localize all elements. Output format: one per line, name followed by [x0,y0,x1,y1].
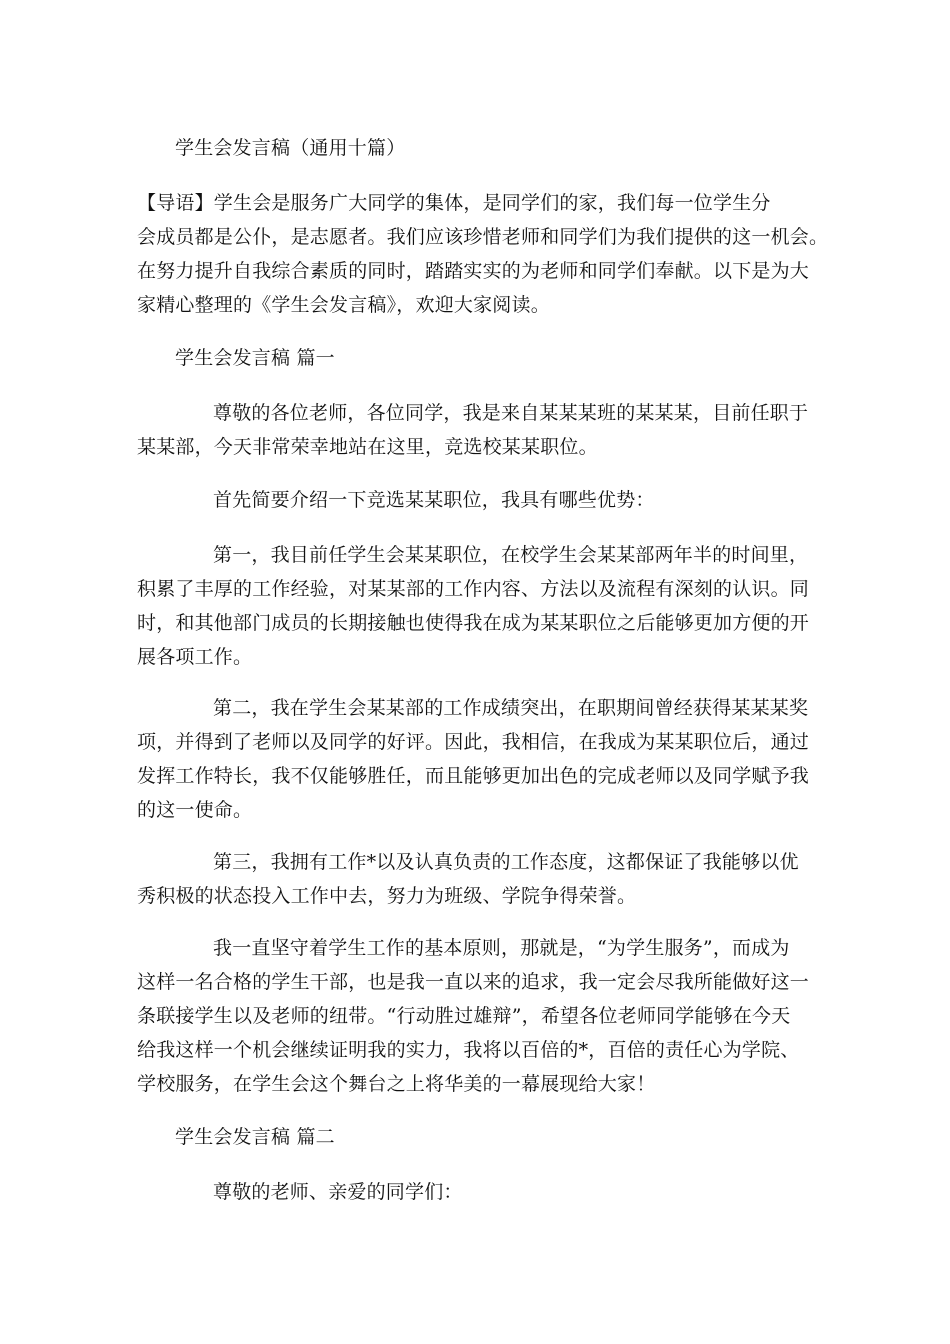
section-heading-2: 学生会发言稿 篇二 [175,1126,335,1148]
paragraph-greeting-2: 尊敬的老师、亲爱的同学们： [213,1181,463,1203]
paragraph-greeting-1: 尊敬的各位老师，各位同学，我是来自某某某班的某某某，目前任职于 某某部，今天非常荣幸地站在这里，竞选校某某职位。 [137,402,809,458]
paragraph-third-point: 第三，我拥有工作*以及认真负责的工作态度，这都保证了我能够以优 秀积极的状态投入工作中去，努力为班级、学院争得荣誉。 [137,851,799,907]
intro-paragraph: 【导语】学生会是服务广大同学的集体，是同学们的家，我们每一位学生分 会成员都是公仆，是志愿者。我们应该珍惜老师和同学们为我们提供的这一机会。 在努力提升自我综合素质的同时，踏踏实实的为老师和同学们奉献。以下是为大 家精心整理的《学生会发言稿》，欢迎大家阅读。 [137,192,829,316]
paragraph-first-point: 第一，我目前任学生会某某职位，在校学生会某某部两年半的时间里， 积累了丰厚的工作经验，对某某部的工作内容、方法以及流程有深刻的认识。同 时，和其他部门成员的长期接触也使得我在成为某某职位之后能够更加方便的开 展各项工作。 [137,544,810,668]
section-heading-1: 学生会发言稿 篇一 [175,347,335,369]
paragraph-conclusion: 我一直坚守着学生工作的基本原则，那就是，“为学生服务”，而成为 这样一名合格的学生干部，也是我一直以来的追求，我一定会尽我所能做好这一 条联接学生以及老师的纽带。“行动胜过雄辩”，希望各位老师同学能够在今天 给我这样一个机会继续证明我的实力，我将以百倍的*，百倍的责任心为学院、 学校服务，在学生会这个舞台之上将华美的一幕展现给大家！ [137,937,810,1095]
paragraph-advantages-intro: 首先简要介绍一下竞选某某职位，我具有哪些优势： [213,489,655,511]
paragraph-second-point: 第二，我在学生会某某部的工作成绩突出，在职期间曾经获得某某某奖 项，并得到了老师以及同学的好评。因此，我相信，在我成为某某职位后，通过 发挥工作特长，我不仅能够胜任，而且能够更加出色的完成老师以及同学赋予我 的这一使命。 [137,697,810,821]
document-title: 学生会发言稿（通用十篇） [175,137,406,159]
